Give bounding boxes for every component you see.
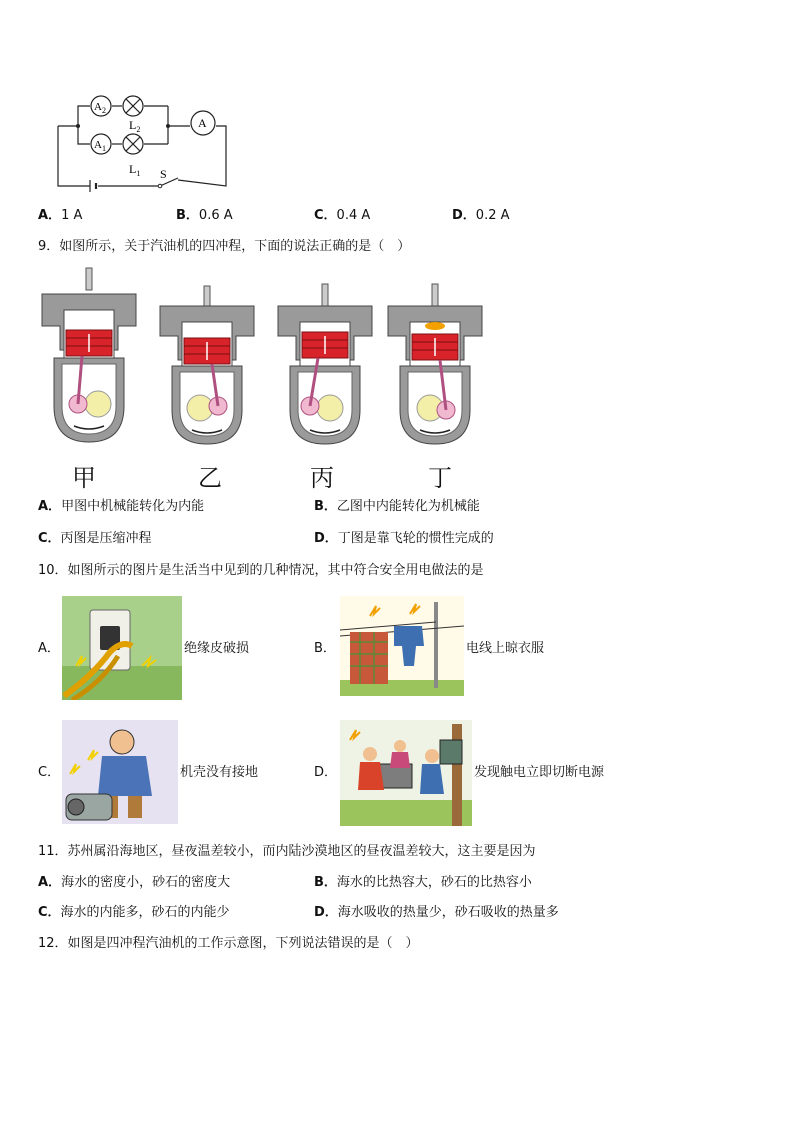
ammeter-a2-label: $A_2$ [94,101,106,115]
q10-option-d-caption: 发现触电立即切断电源 [474,765,605,780]
engine-label-ding: 丁 [428,464,452,492]
engine-diagram-yi [156,266,260,452]
q8-option-c: C．0.4 A [314,208,371,223]
q11-option-d: D．海水吸收的热量少，砂石吸收的热量多 [314,905,559,920]
q10-option-c-caption: 机壳没有接地 [180,765,259,780]
q11-option-c: C．海水的内能多，砂石的内能少 [38,905,230,920]
q9-option-a: A．甲图中机械能转化为内能 [38,499,205,514]
clothes-on-wire-picture [340,596,464,696]
q9-stem: 9．如图所示，关于汽油机的四冲程，下面的说法正确的是（ ） [38,239,411,254]
ammeter-a1-label: $A_1$ [94,139,106,153]
q10-option-a-letter: A． [38,641,60,656]
q9-option-d: D．丁图是靠飞轮的惯性完成的 [314,531,494,546]
lamp-l1-label: $L_1$ [129,162,141,178]
q10-option-a-caption: 绝缘皮破损 [184,641,250,656]
q10-option-c-letter: C． [38,765,61,780]
q12-stem: 12．如图是四冲程汽油机的工作示意图，下列说法错误的是（ ） [38,936,419,951]
q8-option-d: D．0.2 A [452,208,510,223]
q10-option-b-caption: 电线上晾衣服 [466,641,545,656]
engine-label-jia: 甲 [72,464,96,492]
switch-s-label: S [160,167,167,181]
q9-option-b: B．乙图中内能转化为机械能 [314,499,480,514]
engine-label-yi: 乙 [198,464,222,492]
q10-stem: 10．如图所示的图片是生活当中见到的几种情况，其中符合安全用电做法的是 [38,563,484,578]
engine-diagram-jia [38,266,142,452]
engine-diagram-bing [274,266,378,452]
q11-option-b: B．海水的比热容大，砂石的比热容小 [314,875,532,890]
q10-option-b-letter: B． [314,641,336,656]
cut-power-picture [340,720,472,826]
engine-jia-body [42,268,136,442]
q8-option-b: B．0.6 A [176,208,233,223]
q9-option-c: C．丙图是压缩冲程 [38,531,152,546]
engine-label-bing: 丙 [310,464,334,492]
circuit-diagram [50,88,240,192]
q8-option-a: A．1 A [38,208,83,223]
ammeter-a-label: A [198,116,207,130]
engine-diagram-ding [384,266,488,452]
broken-insulation-picture [62,596,182,700]
lamp-l2-label: $L_2$ [129,118,141,134]
q10-option-d-letter: D． [314,765,338,780]
q11-option-a: A．海水的密度小，砂石的密度大 [38,875,231,890]
ungrounded-machine-picture [62,720,178,824]
q11-stem: 11．苏州属沿海地区，昼夜温差较小，而内陆沙漠地区的昼夜温差较大，这主要是因为 [38,844,536,859]
